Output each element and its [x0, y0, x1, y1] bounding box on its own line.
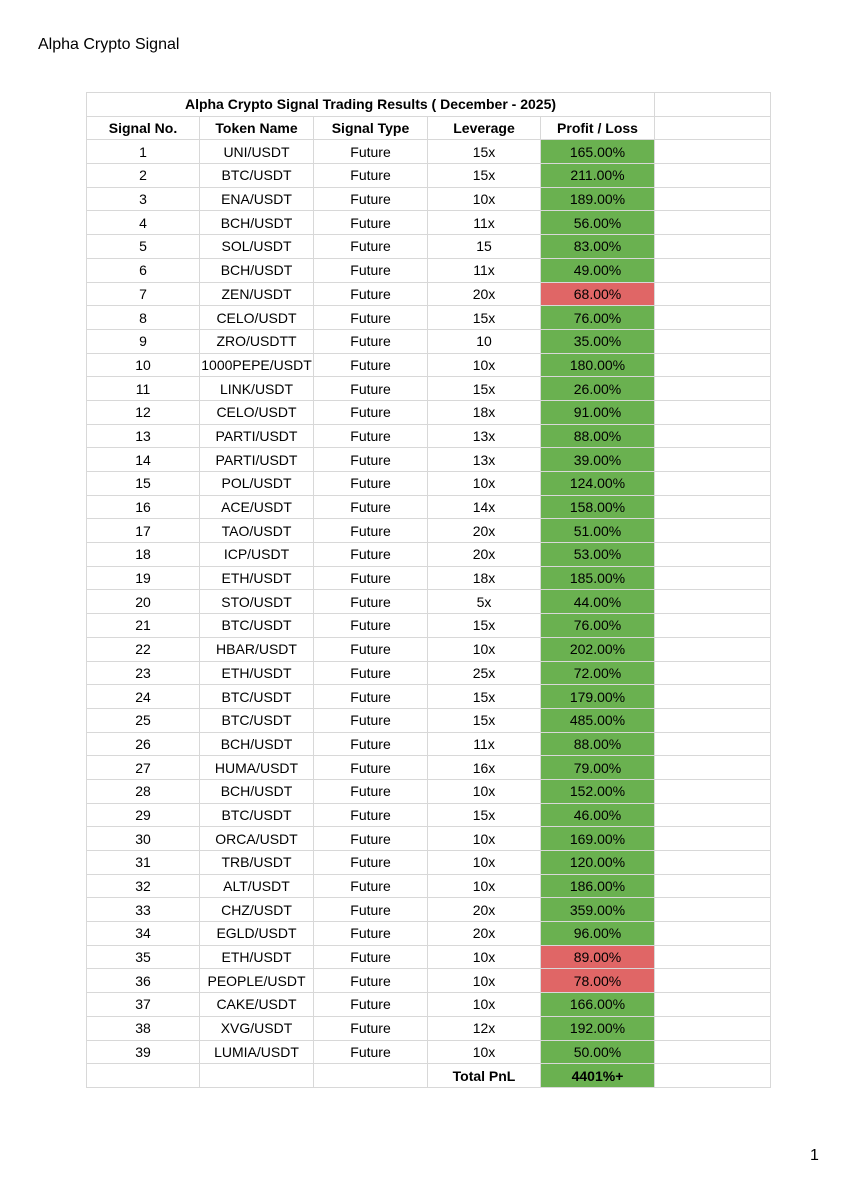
empty-cell [655, 969, 771, 993]
signal-no-cell: 12 [87, 400, 200, 424]
token-name-cell: BTC/USDT [200, 614, 314, 638]
table-row [87, 424, 771, 448]
table-row [87, 779, 771, 803]
table-row [87, 495, 771, 519]
table-row [87, 211, 771, 235]
table-row [87, 922, 771, 946]
leverage-cell: 10x [428, 969, 541, 993]
table-row [87, 637, 771, 661]
leverage-cell: 15x [428, 708, 541, 732]
signal-no-cell: 36 [87, 969, 200, 993]
table-row [87, 329, 771, 353]
leverage-cell: 20x [428, 282, 541, 306]
signal-no-cell: 33 [87, 898, 200, 922]
leverage-cell: 11x [428, 258, 541, 282]
profit-loss-cell: 91.00% [541, 400, 655, 424]
signal-no-cell: 4 [87, 211, 200, 235]
signal-type-cell: Future [314, 803, 428, 827]
empty-cell [655, 400, 771, 424]
empty-cell [655, 116, 771, 140]
signal-no-cell: 3 [87, 187, 200, 211]
empty-cell [655, 756, 771, 780]
token-name-cell: SOL/USDT [200, 235, 314, 259]
table-row [87, 685, 771, 709]
token-name-cell: BCH/USDT [200, 258, 314, 282]
token-name-cell: BTC/USDT [200, 685, 314, 709]
profit-loss-cell: 120.00% [541, 851, 655, 875]
token-name-cell: CELO/USDT [200, 306, 314, 330]
table-row [87, 1040, 771, 1064]
table-row [87, 400, 771, 424]
signal-type-cell: Future [314, 614, 428, 638]
profit-loss-cell: 88.00% [541, 732, 655, 756]
signal-no-cell: 8 [87, 306, 200, 330]
profit-loss-cell: 88.00% [541, 424, 655, 448]
leverage-cell: 20x [428, 922, 541, 946]
token-name-cell: ENA/USDT [200, 187, 314, 211]
leverage-cell: 10x [428, 779, 541, 803]
empty-cell [655, 329, 771, 353]
profit-loss-cell: 185.00% [541, 566, 655, 590]
leverage-cell: 16x [428, 756, 541, 780]
profit-loss-cell: 76.00% [541, 306, 655, 330]
header-signal-no: Signal No. [87, 116, 200, 140]
signal-no-cell: 34 [87, 922, 200, 946]
token-name-cell: UNI/USDT [200, 140, 314, 164]
signal-no-cell: 10 [87, 353, 200, 377]
profit-loss-cell: 189.00% [541, 187, 655, 211]
header-profit-loss: Profit / Loss [541, 116, 655, 140]
empty-cell [655, 353, 771, 377]
token-name-cell: 1000PEPE/USDT [200, 353, 314, 377]
leverage-cell: 10x [428, 1040, 541, 1064]
empty-cell [655, 874, 771, 898]
token-name-cell: TRB/USDT [200, 851, 314, 875]
signal-type-cell: Future [314, 851, 428, 875]
profit-loss-cell: 26.00% [541, 377, 655, 401]
signal-no-cell: 25 [87, 708, 200, 732]
signal-type-cell: Future [314, 353, 428, 377]
empty-cell [655, 922, 771, 946]
table-row [87, 543, 771, 567]
table-row [87, 140, 771, 164]
profit-loss-cell: 35.00% [541, 329, 655, 353]
profit-loss-cell: 124.00% [541, 472, 655, 496]
trading-results-table [86, 92, 771, 1088]
leverage-cell: 14x [428, 495, 541, 519]
table-row [87, 448, 771, 472]
profit-loss-cell: 50.00% [541, 1040, 655, 1064]
signal-no-cell: 24 [87, 685, 200, 709]
leverage-cell: 15x [428, 803, 541, 827]
profit-loss-cell: 211.00% [541, 164, 655, 188]
leverage-cell: 10x [428, 187, 541, 211]
token-name-cell: STO/USDT [200, 590, 314, 614]
leverage-cell: 25x [428, 661, 541, 685]
signal-type-cell: Future [314, 637, 428, 661]
table-row [87, 377, 771, 401]
signal-no-cell: 2 [87, 164, 200, 188]
signal-type-cell: Future [314, 898, 428, 922]
empty-cell [655, 93, 771, 117]
table-row [87, 258, 771, 282]
signal-type-cell: Future [314, 708, 428, 732]
signal-no-cell: 11 [87, 377, 200, 401]
signal-type-cell: Future [314, 993, 428, 1017]
table-row [87, 590, 771, 614]
table-row [87, 164, 771, 188]
profit-loss-cell: 186.00% [541, 874, 655, 898]
signal-type-cell: Future [314, 211, 428, 235]
leverage-cell: 15x [428, 306, 541, 330]
token-name-cell: ORCA/USDT [200, 827, 314, 851]
empty-cell [655, 164, 771, 188]
signal-no-cell: 37 [87, 993, 200, 1017]
signal-type-cell: Future [314, 235, 428, 259]
leverage-cell: 15x [428, 377, 541, 401]
profit-loss-cell: 56.00% [541, 211, 655, 235]
empty-cell [655, 543, 771, 567]
token-name-cell: PARTI/USDT [200, 424, 314, 448]
empty-cell [655, 495, 771, 519]
signal-type-cell: Future [314, 400, 428, 424]
table-row [87, 756, 771, 780]
token-name-cell: XVG/USDT [200, 1016, 314, 1040]
table-row [87, 187, 771, 211]
empty-cell [655, 1064, 771, 1088]
empty-cell [655, 590, 771, 614]
empty-cell [655, 827, 771, 851]
leverage-cell: 15x [428, 685, 541, 709]
page-number: 1 [810, 1147, 819, 1164]
token-name-cell: BCH/USDT [200, 211, 314, 235]
table-row [87, 306, 771, 330]
table-row [87, 235, 771, 259]
signal-type-cell: Future [314, 779, 428, 803]
leverage-cell: 13x [428, 424, 541, 448]
signal-type-cell: Future [314, 164, 428, 188]
table-body [87, 140, 771, 1064]
leverage-cell: 10x [428, 993, 541, 1017]
signal-no-cell: 7 [87, 282, 200, 306]
signal-type-cell: Future [314, 874, 428, 898]
signal-no-cell: 23 [87, 661, 200, 685]
token-name-cell: CAKE/USDT [200, 993, 314, 1017]
signal-no-cell: 29 [87, 803, 200, 827]
token-name-cell: TAO/USDT [200, 519, 314, 543]
signal-no-cell: 35 [87, 945, 200, 969]
signal-no-cell: 13 [87, 424, 200, 448]
signal-no-cell: 26 [87, 732, 200, 756]
token-name-cell: HBAR/USDT [200, 637, 314, 661]
profit-loss-cell: 53.00% [541, 543, 655, 567]
document-title: Alpha Crypto Signal [38, 36, 180, 53]
leverage-cell: 20x [428, 543, 541, 567]
empty-cell [655, 685, 771, 709]
token-name-cell: ZRO/USDTT [200, 329, 314, 353]
profit-loss-cell: 83.00% [541, 235, 655, 259]
signal-type-cell: Future [314, 448, 428, 472]
leverage-cell: 10x [428, 353, 541, 377]
total-pnl-value: 4401%+ [541, 1064, 655, 1088]
signal-type-cell: Future [314, 377, 428, 401]
table-title: Alpha Crypto Signal Trading Results ( December - 2025) [87, 93, 655, 117]
token-name-cell: PEOPLE/USDT [200, 969, 314, 993]
table-row [87, 993, 771, 1017]
signal-type-cell: Future [314, 945, 428, 969]
token-name-cell: CHZ/USDT [200, 898, 314, 922]
empty-cell [655, 803, 771, 827]
profit-loss-cell: 485.00% [541, 708, 655, 732]
empty-cell [655, 140, 771, 164]
signal-no-cell: 18 [87, 543, 200, 567]
table-row [87, 566, 771, 590]
empty-cell [655, 448, 771, 472]
table-row [87, 708, 771, 732]
signal-type-cell: Future [314, 922, 428, 946]
leverage-cell: 11x [428, 732, 541, 756]
table-row [87, 803, 771, 827]
token-name-cell: ICP/USDT [200, 543, 314, 567]
signal-no-cell: 15 [87, 472, 200, 496]
table-row [87, 851, 771, 875]
signal-no-cell: 22 [87, 637, 200, 661]
leverage-cell: 10 [428, 329, 541, 353]
profit-loss-cell: 166.00% [541, 993, 655, 1017]
table-row [87, 898, 771, 922]
leverage-cell: 20x [428, 519, 541, 543]
token-name-cell: CELO/USDT [200, 400, 314, 424]
empty-cell [655, 282, 771, 306]
signal-type-cell: Future [314, 732, 428, 756]
signal-no-cell: 30 [87, 827, 200, 851]
empty-cell [655, 898, 771, 922]
profit-loss-cell: 96.00% [541, 922, 655, 946]
table-row [87, 661, 771, 685]
table-row [87, 614, 771, 638]
leverage-cell: 11x [428, 211, 541, 235]
signal-no-cell: 6 [87, 258, 200, 282]
signal-type-cell: Future [314, 827, 428, 851]
signal-no-cell: 27 [87, 756, 200, 780]
token-name-cell: ACE/USDT [200, 495, 314, 519]
signal-no-cell: 38 [87, 1016, 200, 1040]
token-name-cell: ETH/USDT [200, 566, 314, 590]
signal-no-cell: 16 [87, 495, 200, 519]
empty-cell [655, 637, 771, 661]
empty-cell [655, 732, 771, 756]
token-name-cell: HUMA/USDT [200, 756, 314, 780]
profit-loss-cell: 192.00% [541, 1016, 655, 1040]
token-name-cell: ZEN/USDT [200, 282, 314, 306]
token-name-cell: ETH/USDT [200, 661, 314, 685]
empty-cell [655, 614, 771, 638]
table-header-row [87, 116, 771, 140]
signal-no-cell: 1 [87, 140, 200, 164]
signal-type-cell: Future [314, 590, 428, 614]
signal-type-cell: Future [314, 1040, 428, 1064]
profit-loss-cell: 152.00% [541, 779, 655, 803]
profit-loss-cell: 202.00% [541, 637, 655, 661]
leverage-cell: 10x [428, 472, 541, 496]
empty-cell [655, 661, 771, 685]
token-name-cell: ETH/USDT [200, 945, 314, 969]
profit-loss-cell: 169.00% [541, 827, 655, 851]
token-name-cell: BCH/USDT [200, 779, 314, 803]
leverage-cell: 10x [428, 827, 541, 851]
leverage-cell: 15x [428, 164, 541, 188]
signal-type-cell: Future [314, 1016, 428, 1040]
table-row [87, 282, 771, 306]
signal-no-cell: 32 [87, 874, 200, 898]
profit-loss-cell: 72.00% [541, 661, 655, 685]
leverage-cell: 18x [428, 400, 541, 424]
token-name-cell: ALT/USDT [200, 874, 314, 898]
empty-cell [655, 1016, 771, 1040]
empty-cell [655, 519, 771, 543]
header-signal-type: Signal Type [314, 116, 428, 140]
empty-cell [655, 211, 771, 235]
token-name-cell: LUMIA/USDT [200, 1040, 314, 1064]
empty-cell [200, 1064, 314, 1088]
profit-loss-cell: 180.00% [541, 353, 655, 377]
leverage-cell: 15x [428, 140, 541, 164]
profit-loss-cell: 359.00% [541, 898, 655, 922]
signal-type-cell: Future [314, 140, 428, 164]
signal-no-cell: 5 [87, 235, 200, 259]
signal-no-cell: 9 [87, 329, 200, 353]
token-name-cell: LINK/USDT [200, 377, 314, 401]
total-pnl-label: Total PnL [428, 1064, 541, 1088]
empty-cell [655, 235, 771, 259]
profit-loss-cell: 179.00% [541, 685, 655, 709]
leverage-cell: 10x [428, 851, 541, 875]
empty-cell [655, 945, 771, 969]
leverage-cell: 13x [428, 448, 541, 472]
profit-loss-cell: 44.00% [541, 590, 655, 614]
profit-loss-cell: 46.00% [541, 803, 655, 827]
leverage-cell: 10x [428, 874, 541, 898]
empty-cell [655, 779, 771, 803]
signal-type-cell: Future [314, 685, 428, 709]
signal-no-cell: 20 [87, 590, 200, 614]
signal-no-cell: 28 [87, 779, 200, 803]
leverage-cell: 15 [428, 235, 541, 259]
signal-type-cell: Future [314, 661, 428, 685]
signal-type-cell: Future [314, 306, 428, 330]
profit-loss-cell: 78.00% [541, 969, 655, 993]
signal-type-cell: Future [314, 519, 428, 543]
signal-type-cell: Future [314, 424, 428, 448]
profit-loss-cell: 89.00% [541, 945, 655, 969]
signal-type-cell: Future [314, 258, 428, 282]
token-name-cell: PARTI/USDT [200, 448, 314, 472]
profit-loss-cell: 39.00% [541, 448, 655, 472]
empty-cell [314, 1064, 428, 1088]
signal-type-cell: Future [314, 969, 428, 993]
leverage-cell: 20x [428, 898, 541, 922]
profit-loss-cell: 68.00% [541, 282, 655, 306]
empty-cell [655, 306, 771, 330]
table-row [87, 827, 771, 851]
profit-loss-cell: 158.00% [541, 495, 655, 519]
table-row [87, 1016, 771, 1040]
signal-type-cell: Future [314, 566, 428, 590]
empty-cell [655, 708, 771, 732]
leverage-cell: 15x [428, 614, 541, 638]
token-name-cell: POL/USDT [200, 472, 314, 496]
profit-loss-cell: 76.00% [541, 614, 655, 638]
table-row [87, 945, 771, 969]
empty-cell [655, 472, 771, 496]
token-name-cell: EGLD/USDT [200, 922, 314, 946]
profit-loss-cell: 49.00% [541, 258, 655, 282]
profit-loss-cell: 79.00% [541, 756, 655, 780]
table-row [87, 732, 771, 756]
empty-cell [655, 851, 771, 875]
empty-cell [655, 993, 771, 1017]
header-leverage: Leverage [428, 116, 541, 140]
header-token-name: Token Name [200, 116, 314, 140]
empty-cell [655, 377, 771, 401]
signal-no-cell: 19 [87, 566, 200, 590]
table-row [87, 969, 771, 993]
table-row [87, 472, 771, 496]
token-name-cell: BCH/USDT [200, 732, 314, 756]
table-title-row [87, 93, 771, 117]
signal-no-cell: 14 [87, 448, 200, 472]
leverage-cell: 18x [428, 566, 541, 590]
signal-type-cell: Future [314, 543, 428, 567]
empty-cell [655, 424, 771, 448]
signal-no-cell: 17 [87, 519, 200, 543]
empty-cell [655, 566, 771, 590]
table-row [87, 519, 771, 543]
profit-loss-cell: 51.00% [541, 519, 655, 543]
total-row [87, 1064, 771, 1088]
signal-no-cell: 21 [87, 614, 200, 638]
signal-no-cell: 31 [87, 851, 200, 875]
signal-type-cell: Future [314, 329, 428, 353]
signal-type-cell: Future [314, 472, 428, 496]
table-row [87, 874, 771, 898]
empty-cell [655, 1040, 771, 1064]
signal-type-cell: Future [314, 495, 428, 519]
empty-cell [655, 258, 771, 282]
token-name-cell: BTC/USDT [200, 708, 314, 732]
signal-type-cell: Future [314, 756, 428, 780]
profit-loss-cell: 165.00% [541, 140, 655, 164]
signal-type-cell: Future [314, 282, 428, 306]
leverage-cell: 12x [428, 1016, 541, 1040]
empty-cell [87, 1064, 200, 1088]
empty-cell [655, 187, 771, 211]
leverage-cell: 10x [428, 637, 541, 661]
token-name-cell: BTC/USDT [200, 164, 314, 188]
token-name-cell: BTC/USDT [200, 803, 314, 827]
signal-no-cell: 39 [87, 1040, 200, 1064]
leverage-cell: 10x [428, 945, 541, 969]
leverage-cell: 5x [428, 590, 541, 614]
table-row [87, 353, 771, 377]
signal-type-cell: Future [314, 187, 428, 211]
